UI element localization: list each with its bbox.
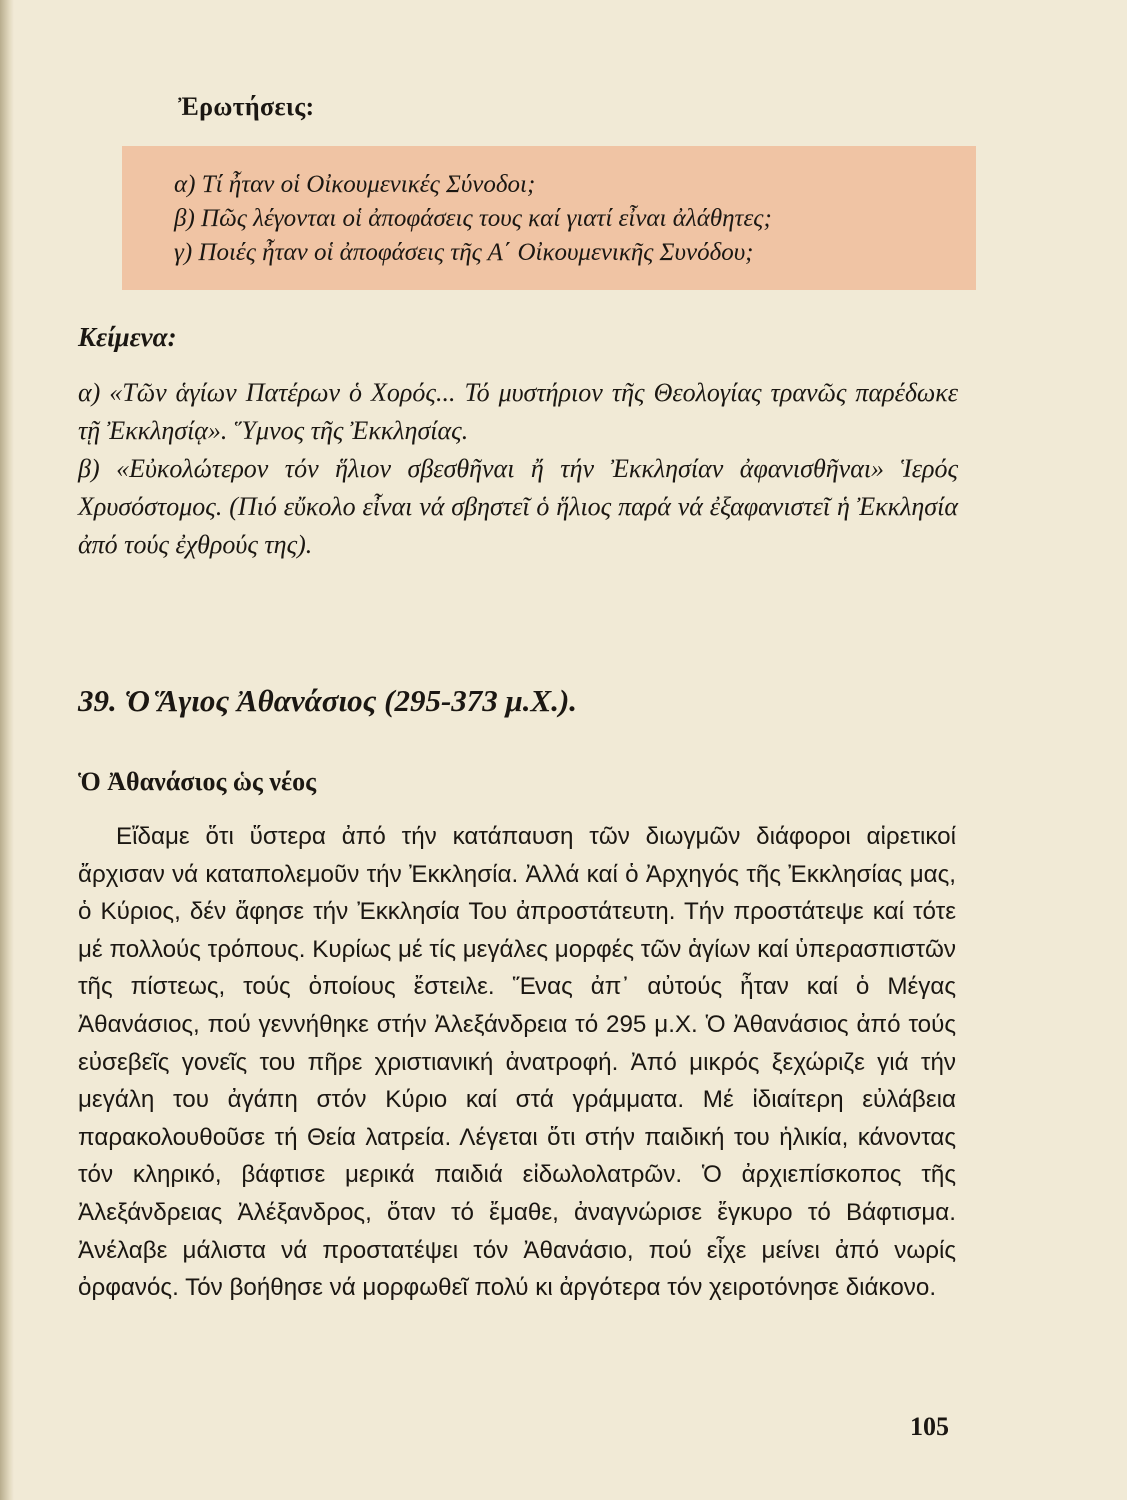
text-quote: β) «Εὐκολώτερον τόν ἥλιον σβεσθῆναι ἤ τήν Ἐκκλησίαν ἀφανισθῆναι» Ἱερός Χρυσόστομος. (Πιό εὔκολο εἶναι νά σβηστεῖ ὁ ἥλιος παρά νά ἐξαφανιστεῖ ἡ Ἐκκλησία ἀπό τούς ἐχθρούς της). <box>78 454 958 559</box>
body-paragraph: Εἴδαμε ὅτι ὕστερα ἀπό τήν κατάπαυση τῶν διωγμῶν διάφοροι αἱρετικοί ἄρχισαν νά καταπολεμοῦν τήν Ἐκκλησία. Ἀλλά καί ὁ Ἀρχηγός τῆς Ἐκκλησίας μας, ὁ Κύριος, δέν ἄφησε τήν Ἐκκλησία Του ἀπροστάτευτη. Τήν προστάτεψε καί τότε μέ πολλούς τρόπους. Κυρίως μέ τίς μεγάλες μορφές τῶν ἁγίων καί ὑπερασπιστῶν τῆς πίστεως, τούς ὁποίους ἔστειλε. Ἕνας ἀπ᾿ αὐτούς ἦταν καί ὁ Μέγας Ἀθανάσιος, πού γεννήθηκε στήν Ἀλεξάνδρεια τό 295 μ.Χ. Ὁ Ἀθανάσιος ἀπό τούς εὐσεβεῖς γονεῖς του πῆρε χριστιανική ἀνατροφή. Ἀπό μικρός ξεχώριζε γιά τήν μεγάλη του ἀγάπη στόν Κύριο καί στά γράμματα. Μέ ἰδιαίτερη εὐλάβεια παρακολουθοῦσε τή Θεία λατρεία. Λέγεται ὅτι στήν παιδική του ἡλικία, κάνοντας τόν κληρικό, βάφτισε μερικά παιδιά εἰδωλολατρῶν. Ὁ ἀρχιεπίσκοπος τῆς Ἀλεξάνδρειας Ἀλέξανδρος, ὅταν τό ἔμαθε, ἀναγνώρισε ἔγκυρο τό Βάφτισμα. Ἀνέλαβε μάλιστα νά προστατέψει τόν Ἀθανάσιο, πού εἶχε μείνει ἀπό νωρίς ὀρφανός. Τόν βοήθησε νά μορφωθεῖ πολύ κι ἀργότερα τόν χειροτόνησε διάκονο. <box>78 823 956 1302</box>
page-binding-edge <box>0 0 14 1500</box>
text-quote: α) «Τῶν ἁγίων Πατέρων ὁ Χορός... Τό μυστήριον τῆς Θεολογίας τρανῶς παρέδωκε τῇ Ἐκκλησίᾳ». Ὕμνος τῆς Ἐκκλησίας. <box>78 378 958 445</box>
chapter-title: 39. Ὁ Ἅγιος Ἀθανάσιος (295-373 μ.Χ.). <box>78 683 578 718</box>
texts-list <box>78 374 958 564</box>
section-title: Ὁ Ἀθανάσιος ὡς νέος <box>78 767 317 796</box>
texts-heading: Κείμενα: <box>78 322 177 352</box>
question-item: γ) Ποιές ἦταν οἱ ἀποφάσεις τῆς Α΄ Οἰκουμενικῆς Συνόδου; <box>174 239 754 266</box>
page-number: 105 <box>910 1412 949 1441</box>
questions-box <box>122 146 976 290</box>
question-item: α) Τί ἦταν οἱ Οἰκουμενικές Σύνοδοι; <box>174 171 536 198</box>
questions-heading: Ἐρωτήσεις: <box>178 92 315 121</box>
question-item: β) Πῶς λέγονται οἱ ἀποφάσεις τους καί γιατί εἶναι ἀλάθητες; <box>174 205 772 232</box>
